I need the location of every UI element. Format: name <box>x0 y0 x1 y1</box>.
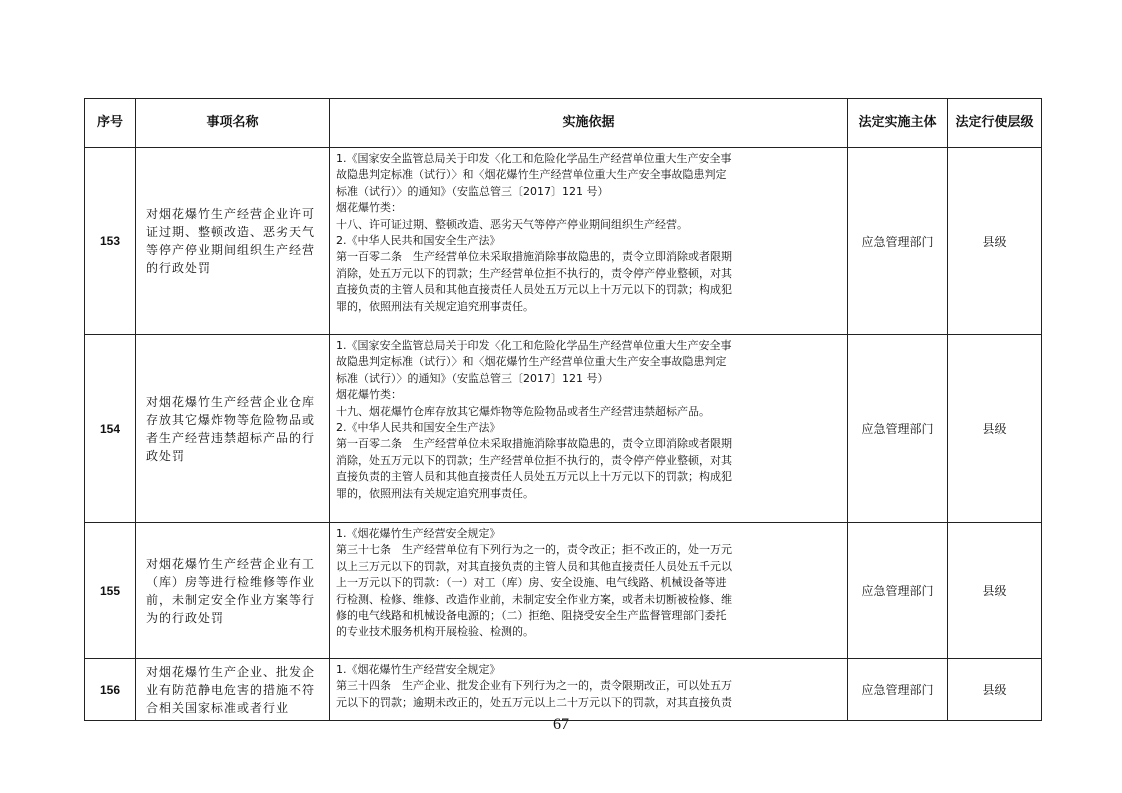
row-basis <box>330 523 848 659</box>
row-item-name: 对烟花爆竹生产经营企业仓库存放其它爆炸物等危险物品或者生产经营违禁超标产品的行政处罚 <box>136 335 330 523</box>
row-subject: 应急管理部门 <box>848 523 948 659</box>
basis-line: 的专业技术服务机构开展检验、检测的。 <box>336 625 534 639</box>
basis-line: 第三十七条 生产经营单位有下列行为之一的，责令改正；拒不改正的，处一万元 <box>336 543 732 557</box>
table-row <box>85 335 1042 523</box>
header-subject: 法定实施主体 <box>848 99 948 148</box>
basis-line: 第三十四条 生产企业、批发企业有下列行为之一的，责令限期改正，可以处五万 <box>336 679 732 693</box>
header-item-name: 事项名称 <box>136 99 330 148</box>
basis-line: 直接负责的主管人员和其他直接责任人员处五万元以上十万元以下的罚款；构成犯 <box>336 470 732 484</box>
enforcement-items-table <box>84 98 1042 721</box>
basis-line: 2.《中华人民共和国安全生产法》 <box>336 234 501 248</box>
basis-line: 故隐患判定标准（试行）〉和〈烟花爆竹生产经营单位重大生产安全事故隐患判定 <box>336 355 727 369</box>
header-no: 序号 <box>85 99 136 148</box>
row-level: 县级 <box>948 148 1042 335</box>
basis-line: 消除，处五万元以下的罚款；生产经营单位拒不执行的，责令停产停业整顿，对其 <box>336 266 732 280</box>
basis-line: 消除，处五万元以下的罚款；生产经营单位拒不执行的，责令停产停业整顿，对其 <box>336 453 732 467</box>
basis-line: 十九、烟花爆竹仓库存放其它爆炸物等危险物品或者生产经营违禁超标产品。 <box>336 404 710 418</box>
basis-line: 罪的，依照刑法有关规定追究刑事责任。 <box>336 299 534 313</box>
page-number: 67 <box>553 716 569 733</box>
row-no: 154 <box>85 335 136 523</box>
row-basis <box>330 659 848 721</box>
row-no: 153 <box>85 148 136 335</box>
header-level: 法定行使层级 <box>948 99 1042 148</box>
row-basis <box>330 335 848 523</box>
row-basis <box>330 148 848 335</box>
basis-line: 上一万元以下的罚款：（一）对工（库）房、安全设施、电气线路、机械设备等进 <box>336 576 727 590</box>
row-item-name: 对烟花爆竹生产经营企业有工（库）房等进行检维修等作业前，未制定安全作业方案等行为的行政处罚 <box>136 523 330 659</box>
basis-line: 1.《烟花爆竹生产经营安全规定》 <box>336 527 501 540</box>
basis-line: 元以下的罚款；逾期未改正的，处五万元以上二十万元以下的罚款，对其直接负责 <box>336 695 732 709</box>
header-basis: 实施依据 <box>330 99 848 148</box>
row-item-name: 对烟花爆竹生产企业、批发企业有防范静电危害的措施不符合相关国家标准或者行业 <box>136 659 330 721</box>
row-item-name: 对烟花爆竹生产经营企业许可证过期、整顿改造、恶劣天气等停产停业期间组织生产经营的行政处罚 <box>136 148 330 335</box>
basis-line: 罪的，依照刑法有关规定追究刑事责任。 <box>336 486 534 500</box>
row-no: 155 <box>85 523 136 659</box>
row-no: 156 <box>85 659 136 721</box>
basis-line: 2.《中华人民共和国安全生产法》 <box>336 421 501 435</box>
table-row <box>85 148 1042 335</box>
row-level: 县级 <box>948 659 1042 721</box>
row-subject: 应急管理部门 <box>848 335 948 523</box>
basis-line: 行检测、检修、维修、改造作业前，未制定安全作业方案，或者未切断被检修、维 <box>336 592 732 606</box>
basis-line: 十八、许可证过期、整顿改造、恶劣天气等停产停业期间组织生产经营。 <box>336 217 688 231</box>
basis-line: 第一百零二条 生产经营单位未采取措施消除事故隐患的，责令立即消除或者限期 <box>336 437 732 451</box>
basis-line: 1.《烟花爆竹生产经营安全规定》 <box>336 663 501 676</box>
row-level: 县级 <box>948 523 1042 659</box>
row-subject: 应急管理部门 <box>848 659 948 721</box>
basis-line: 烟花爆竹类： <box>336 388 402 402</box>
table-row <box>85 659 1042 721</box>
basis-line: 以上三万元以下的罚款，对其直接负责的主管人员和其他直接责任人员处五千元以 <box>336 559 732 573</box>
basis-line: 1.《国家安全监管总局关于印发〈化工和危险化学品生产经营单位重大生产安全事 <box>336 152 732 165</box>
row-level: 县级 <box>948 335 1042 523</box>
row-subject: 应急管理部门 <box>848 148 948 335</box>
table-row <box>85 523 1042 659</box>
table-header-row <box>85 99 1042 148</box>
basis-line: 第一百零二条 生产经营单位未采取措施消除事故隐患的，责令立即消除或者限期 <box>336 250 732 264</box>
basis-line: 1.《国家安全监管总局关于印发〈化工和危险化学品生产经营单位重大生产安全事 <box>336 339 732 352</box>
basis-line: 故隐患判定标准（试行）〉和〈烟花爆竹生产经营单位重大生产安全事故隐患判定 <box>336 168 727 182</box>
basis-line: 标准（试行）〉的通知》（安监总管三〔2017〕121 号） <box>336 184 609 198</box>
basis-line: 直接负责的主管人员和其他直接责任人员处五万元以上十万元以下的罚款；构成犯 <box>336 283 732 297</box>
basis-line: 修的电气线路和机械设备电源的；（二）拒绝、阻挠受安全生产监督管理部门委托 <box>336 609 727 623</box>
basis-line: 烟花爆竹类： <box>336 201 402 215</box>
basis-line: 标准（试行）〉的通知》（安监总管三〔2017〕121 号） <box>336 371 609 385</box>
